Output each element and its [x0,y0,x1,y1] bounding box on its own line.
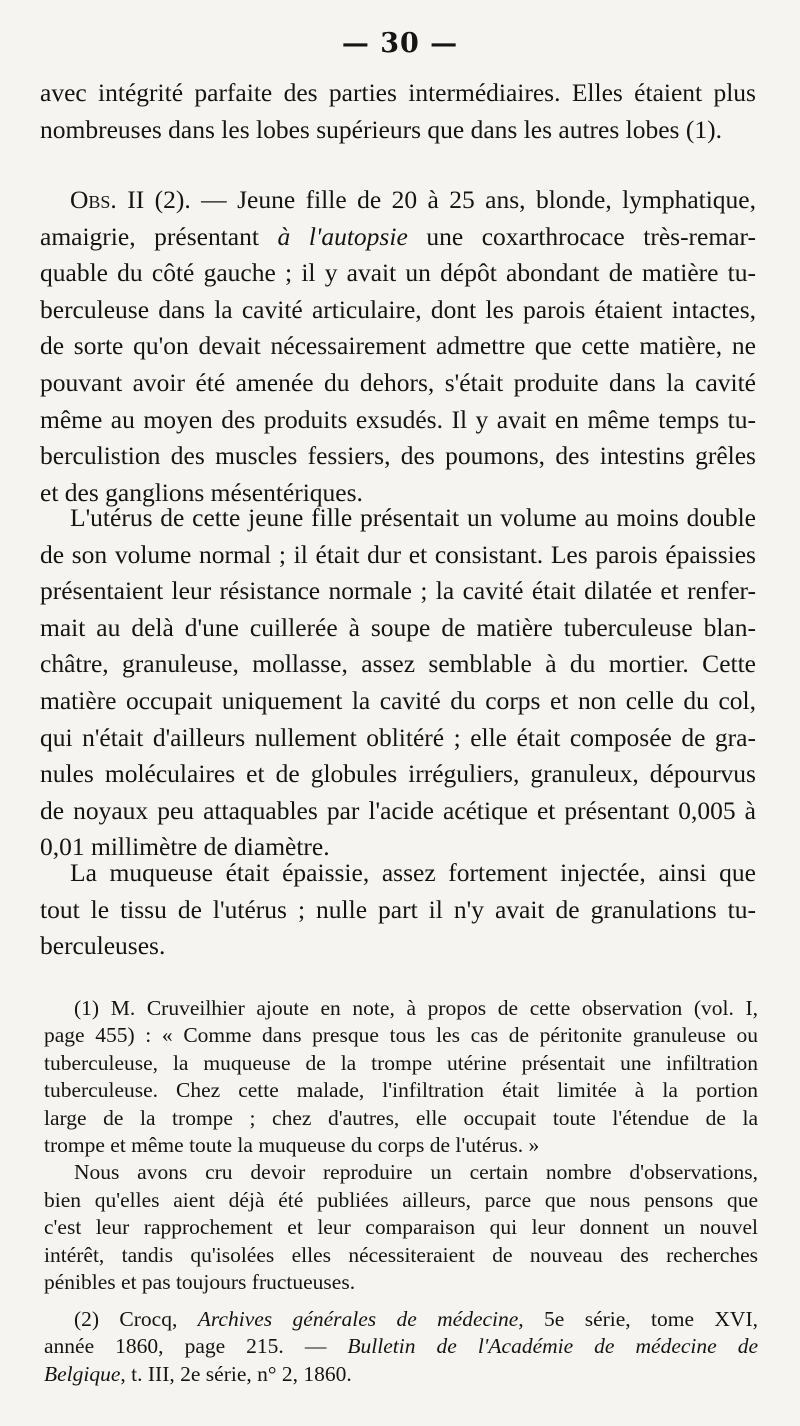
footnote-text: , t. III, 2e série, n° 2, 1860. [120,1361,352,1386]
obs-label: Obs. [70,185,117,214]
text-line: nules moléculaires et de globules irréguliers, granuleux, dépourvus [40,759,756,789]
text-line: pouvant avoir été amenée du dehors, s'était produite dans la cavité [40,367,756,397]
uterus-paragraph [40,500,756,866]
text-line [40,182,756,219]
text-line: avec intégrité parfaite des parties intermédiaires. Elles étaient plus [40,78,756,107]
footnote-line [44,1361,758,1388]
text-line: qui n'était d'ailleurs nullement oblitéré ; elle était composée de gra- [40,722,756,752]
footnote-line: c'est leur rapprochement et leur comparaison qui leur donnent un nouvel [44,1215,758,1240]
text-line: berculeuses. [40,931,166,961]
footnote-line: large de la trompe ; chez d'autres, elle occupait toute l'étendue de la [44,1105,758,1130]
footnote-text: 5e série, tome XVI, [523,1307,758,1331]
footnote-line [44,1333,758,1360]
text-line: L'utérus de cette jeune fille présentait un volume au moins double [70,503,756,532]
text-line: châtre, granuleuse, mollasse, assez semblable à du mortier. Cette [40,649,756,679]
obs-text: Jeune fille de 20 à 25 ans, blonde, lymphatique, [237,185,756,214]
text-line: de son volume normal ; il était dur et consistant. Les parois épaissies [40,539,756,569]
footnote-line: trompe et même toute la muqueuse du corps de l'utérus. » [44,1133,540,1158]
text-line: berculistion des muscles fessiers, des poumons, des intestins grêles [40,441,756,471]
text-line: 0,01 millimètre de diamètre. [40,832,330,862]
journal-title: Archives générales de médecine, [197,1307,524,1331]
text-line: et des ganglions mésentériques. [40,477,363,507]
footnote-line: page 455) : « Comme dans presque tous les cas de péritonite granuleuse ou [44,1023,758,1048]
footnote-line: bien qu'elles aient déjà été publiées ailleurs, parce que nous pensons que [44,1187,758,1212]
text-line: même au moyen des produits exsudés. Il y avait en même temps tu- [40,404,756,434]
obs-number: II (2). — [116,185,238,214]
text-line: de sorte qu'on devait nécessairement admettre que cette matière, ne [40,331,756,361]
text-line: La muqueuse était épaissie, assez fortement injectée, ainsi que [70,858,756,887]
footnote-line: (1) M. Cruveilhier ajoute en note, à propos de cette observation (vol. I, [74,996,758,1020]
italic-phrase: à l'autopsie [277,221,408,251]
text-line: nombreuses dans les lobes supérieurs que dans les autres lobes (1). [40,114,722,144]
footnote-1 [44,995,758,1296]
text-line: quable du côté gauche ; il y avait un dépôt abondant de matière tu- [40,258,756,288]
muqueuse-paragraph [40,855,756,965]
obs-text: une coxarthrocace très-remar- [426,221,756,251]
obs-text: amaigrie, présentant [40,221,278,251]
page-number: — 30 — [341,28,459,59]
footnote-line: Nous avons cru devoir reproduire un certain nombre d'observations, [74,1160,758,1185]
bulletin-title: Bulletin de l'Académie de médecine de [347,1334,759,1359]
footnote-line: tuberculeuse. Chez cette malade, l'infiltration était limitée à la portion [44,1078,758,1103]
footnote-line: tuberculeuse, la muqueuse de la trompe utérine présentait une infiltration [44,1050,758,1075]
paragraph-continuation [40,75,756,148]
text-line: mait au delà d'une cuillerée à soupe de matière tuberculeuse blan- [40,612,756,642]
footnote-line [44,1306,758,1333]
text-line [40,219,756,256]
bulletin-title-end: Belgique [44,1361,121,1386]
footnote-2 [44,1306,758,1388]
text-line: de noyaux peu attaquables par l'acide acétique et présentant 0,005 à [40,795,756,825]
footnote-text: année 1860, page 215. — [44,1334,348,1359]
footnote-line: intérêt, tandis qu'isolées elles nécessiteraient de nouveau des recherches [44,1242,758,1267]
text-line: présentaient leur résistance normale ; la cavité était dilatée et renfer- [40,576,756,606]
text-line: matière occupait uniquement la cavité du corps et non celle du col, [40,685,756,715]
footnote-line: pénibles et pas toujours fructueuses. [44,1270,356,1295]
text-line: tout le tissu de l'utérus ; nulle part il n'y avait de granulations tu- [40,894,756,924]
text-line: berculeuse dans la cavité articulaire, dont les parois étaient intactes, [40,294,756,324]
observation-paragraph [40,182,756,511]
footnote-text: (2) Crocq, [74,1307,198,1331]
